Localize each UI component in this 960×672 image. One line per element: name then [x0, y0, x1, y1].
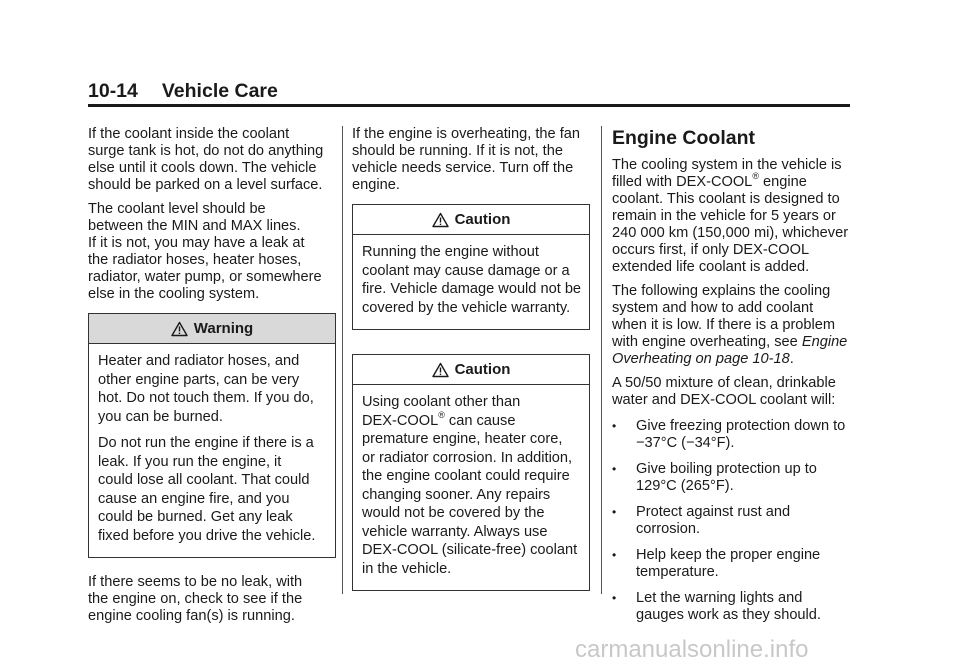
caution-body-1: Running the engine without coolant may cause damage or a fire. Vehicle damage would not be covered by the vehicle warranty. [362, 244, 582, 316]
list-item: • Give freezing protection down to −37°C (−34°F). [612, 418, 846, 451]
caution-triangle-icon [432, 362, 449, 378]
caution-box-1 [352, 204, 590, 330]
warning-header [89, 314, 335, 344]
bullet-dot: • [612, 419, 617, 433]
caution-title-1: Caution [454, 211, 511, 228]
caution-header-1 [353, 205, 589, 235]
column-2 [352, 126, 590, 607]
bullet-dot: • [612, 505, 617, 519]
list-item: • Help keep the proper engine temperature. [612, 547, 821, 580]
bullet-dot: • [612, 548, 617, 562]
caution-body-2: Using coolant other than DEX-COOL® can cause premature engine, heater core, or radiator corrosion. In addition, the engine coolant could require changing sooner. Any repairs would not be covered by the vehicle warranty. Always use DEX-COOL (silicate-free) coolant in the vehicle. [362, 394, 578, 577]
caution-box-2 [352, 354, 590, 591]
registered-mark: ® [752, 171, 759, 182]
paragraph-coolant-level: The coolant level should be between the MIN and MAX lines. If it is not, you may have a leak at the radiator hoses, heater hoses, radiator, water pump, or somewhere else in the cooling system. [88, 201, 322, 302]
warning-title: Warning [193, 320, 254, 337]
page-header [88, 80, 278, 103]
bullet-list [612, 418, 852, 624]
section-title: Vehicle Care [161, 80, 278, 102]
caution-title-2: Caution [454, 361, 511, 378]
column-separator-1 [342, 126, 343, 594]
column-separator-2 [601, 126, 602, 594]
column-1 [88, 126, 336, 632]
engine-coolant-heading: Engine Coolant [612, 127, 755, 149]
bullet-dot: • [612, 462, 617, 476]
paragraph-explains: The following explains the cooling system and how to add coolant when it is low. If there is a problem with engine overheating, see Engine Overheating on page 10-18. [612, 283, 848, 367]
caution-header-2 [353, 355, 589, 385]
paragraph-cooling-system: The cooling system in the vehicle is filled with DEX-COOL® engine coolant. This coolant is designed to remain in the vehicle for 5 years or 240 000 km (150,000 mi), whichever occurs first, if only DEX-COOL extended life coolant is added. [612, 157, 849, 275]
paragraph-coolant-hot: If the coolant inside the coolant surge tank is hot, do not do anything else until it cools down. The vehicle should be parked on a level surface. [88, 126, 324, 193]
column-3 [612, 126, 852, 631]
caution-triangle-icon [432, 212, 449, 228]
registered-mark: ® [438, 409, 445, 420]
warning-triangle-icon [171, 321, 188, 337]
header-rule [88, 104, 850, 107]
page-number: 10-14 [88, 80, 138, 102]
list-item: • Give boiling protection up to 129°C (265°F). [612, 461, 817, 494]
bullet-dot: • [612, 591, 617, 605]
watermark: carmanualsonline.info [575, 636, 809, 663]
warning-box [88, 313, 336, 558]
list-item: • Let the warning lights and gauges work as they should. [612, 590, 821, 623]
cross-reference-link[interactable]: Engine [801, 334, 848, 350]
warning-body: Heater and radiator hoses, and other engine parts, can be very hot. Do not touch them. If you do, you can be burned. Do not run the engine if there is a leak. If you run the engine, it could lose all coolant. That could cause an engine fire, and you could be burned. Get any leak fixed before you drive the vehicle. [98, 353, 316, 544]
cross-reference-link[interactable]: Overheating on page 10-18 [612, 351, 790, 367]
paragraph-mixture: A 50/50 mixture of clean, drinkable water and DEX-COOL coolant will: [612, 375, 836, 408]
paragraph-no-leak: If there seems to be no leak, with the engine on, check to see if the engine cooling fan(s) is running. [88, 574, 303, 624]
paragraph-overheating: If the engine is overheating, the fan should be running. If it is not, the vehicle needs service. Turn off the engine. [352, 126, 580, 193]
list-item: • Protect against rust and corrosion. [612, 504, 791, 537]
